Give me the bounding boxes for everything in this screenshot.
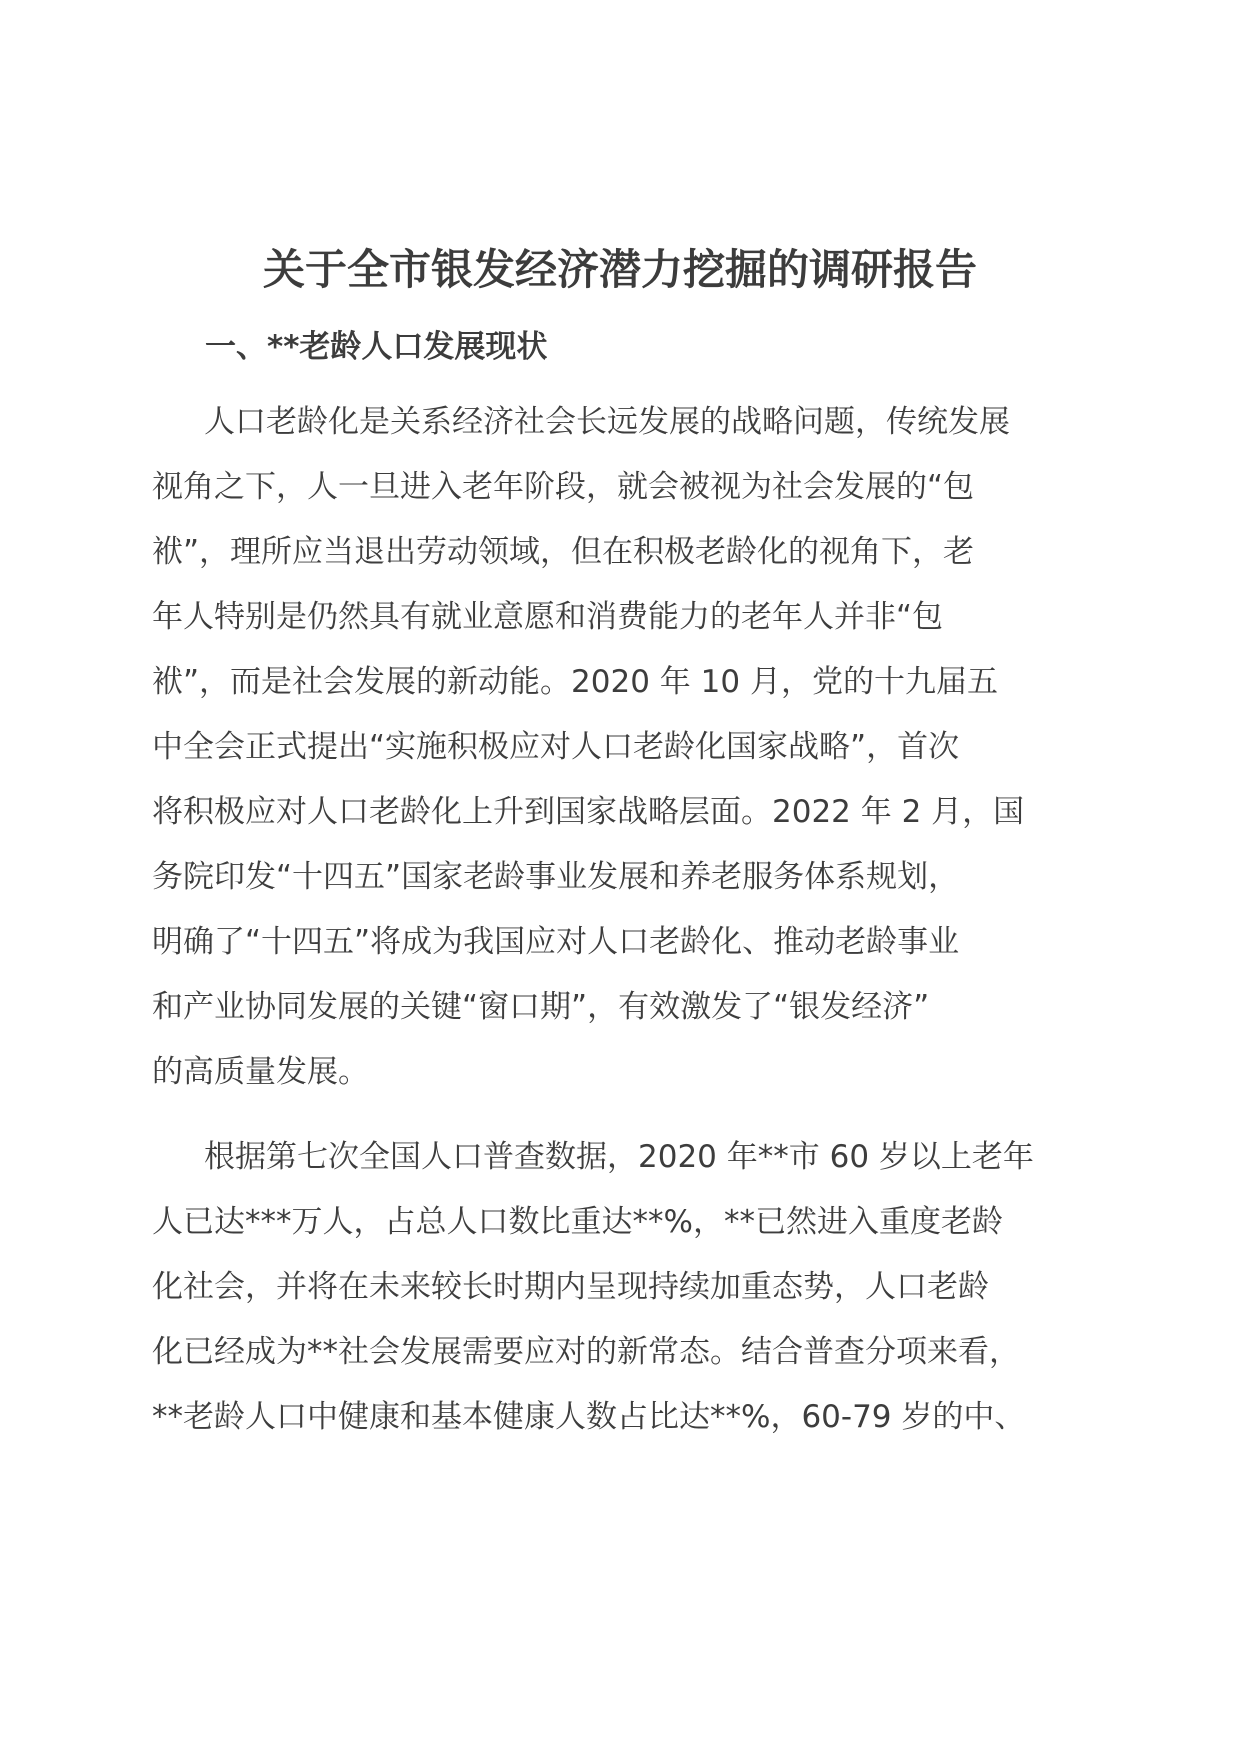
paragraph-line: 人口老龄化是关系经济社会长远发展的战略问题，传统发展 — [204, 404, 1010, 440]
paragraph-line: **老龄人口中健康和基本健康人数占比达**%，60-79 岁的中、 — [152, 1399, 1026, 1435]
paragraph-line: 务院印发“十四五”国家老龄事业发展和养老服务体系规划， — [152, 859, 960, 895]
paragraph-line: 年人特别是仍然具有就业意愿和消费能力的老年人并非“包 — [152, 599, 944, 635]
paragraph-line: 中全会正式提出“实施积极应对人口老龄化国家战略”，首次 — [152, 729, 960, 765]
paragraph-line: 根据第七次全国人口普查数据，2020 年**市 60 岁以上老年 — [204, 1139, 1034, 1175]
paragraph-line: 袱”，而是社会发展的新动能。2020 年 10 月，党的十九届五 — [152, 664, 998, 700]
paragraph-line: 人已达***万人，占总人口数比重达**%，**已然进入重度老龄 — [152, 1204, 1003, 1240]
section-heading: 一、**老龄人口发展现状 — [205, 329, 548, 365]
paragraph-line: 明确了“十四五”将成为我国应对人口老龄化、推动老龄事业 — [152, 924, 960, 960]
paragraph-line: 化已经成为**社会发展需要应对的新常态。结合普查分项来看， — [152, 1334, 1020, 1370]
paragraph-2 — [152, 1125, 1102, 1450]
paragraph-line: 袱”，理所应当退出劳动领域，但在积极老龄化的视角下，老 — [152, 534, 975, 570]
paragraph-1 — [152, 390, 1102, 1105]
paragraph-line: 化社会，并将在未来较长时期内呈现持续加重态势，人口老龄 — [152, 1269, 989, 1305]
document-title: 关于全市银发经济潜力挖掘的调研报告 — [262, 245, 977, 294]
paragraph-line: 和产业协同发展的关键“窗口期”，有效激发了“银发经济” — [152, 989, 930, 1025]
paragraph-line: 视角之下，人一旦进入老年阶段，就会被视为社会发展的“包 — [152, 469, 975, 505]
paragraph-line: 的高质量发展。 — [152, 1054, 369, 1090]
paragraph-line: 将积极应对人口老龄化上升到国家战略层面。2022 年 2 月，国 — [152, 794, 1025, 830]
